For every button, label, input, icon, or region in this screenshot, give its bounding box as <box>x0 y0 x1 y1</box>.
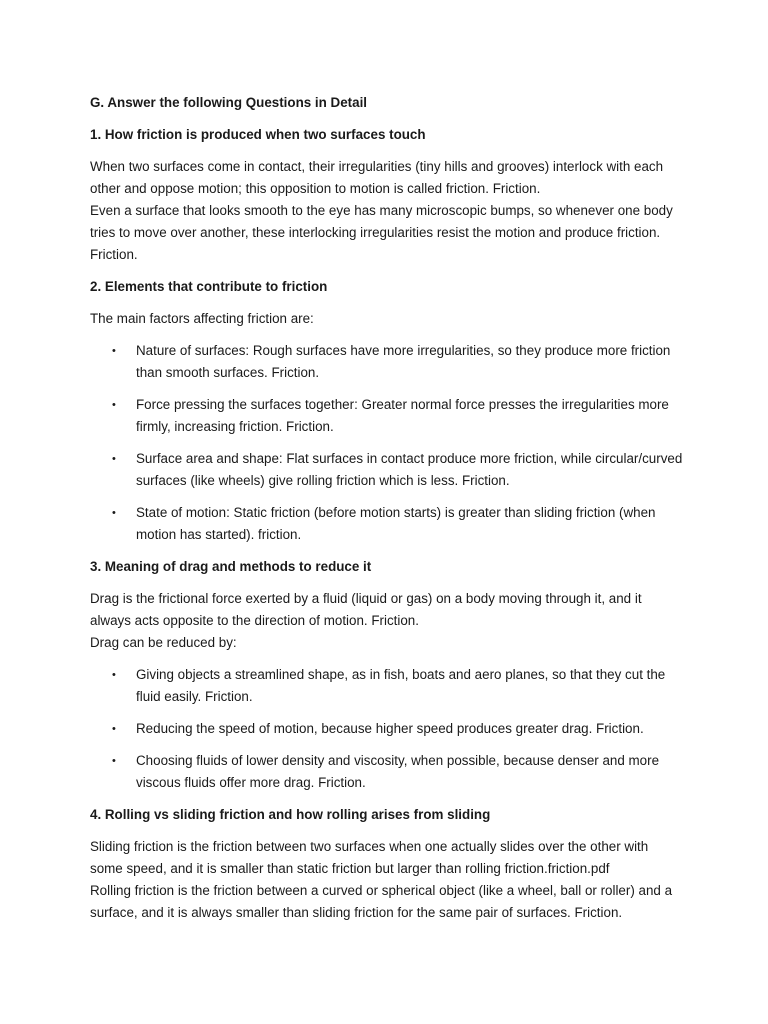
q3-paragraph-2: Drag can be reduced by: <box>90 635 237 650</box>
bullet-icon: • <box>112 453 116 465</box>
list-item: • Choosing fluids of lower density and viscosity, when possible, because denser and more viscous fluids offer more drag. Friction. <box>90 750 684 794</box>
bullet-icon: • <box>112 507 116 519</box>
list-item: • Force pressing the surfaces together: Greater normal force presses the irregularities more firmly, increasing friction. Friction. <box>90 394 684 438</box>
question-2-title: 2. Elements that contribute to friction <box>90 279 328 294</box>
question-3-title: 3. Meaning of drag and methods to reduce it <box>90 559 372 574</box>
question-3-answer <box>90 588 684 654</box>
list-item: • State of motion: Static friction (before motion starts) is greater than sliding friction (when motion has started). friction. <box>90 502 684 546</box>
list-item: • Giving objects a streamlined shape, as in fish, boats and aero planes, so that they cut the fluid easily. Friction. <box>90 664 684 708</box>
question-4-answer <box>90 836 684 924</box>
q1-paragraph-1: When two surfaces come in contact, their irregularities (tiny hills and grooves) interlock with each other and oppose motion; this opposition to motion is called friction. Friction. <box>90 159 664 196</box>
q4-paragraph-1: Sliding friction is the friction between two surfaces when one actually slides over the other with some speed, and it is smaller than static friction but larger than rolling friction.friction.pdf <box>90 839 649 876</box>
bullet-icon: • <box>112 669 116 681</box>
bullet-icon: • <box>112 399 116 411</box>
q1-paragraph-2: Even a surface that looks smooth to the eye has many microscopic bumps, so whenever one body tries to move over another, these interlocking irregularities resist the motion and produce friction. Friction. <box>90 203 673 262</box>
question-1-answer <box>90 156 684 266</box>
list-item: • Reducing the speed of motion, because higher speed produces greater drag. Friction. <box>90 718 684 740</box>
bullet-icon: • <box>112 345 116 357</box>
q3-method-list <box>90 664 684 794</box>
question-1-title: 1. How friction is produced when two surfaces touch <box>90 127 426 142</box>
q3-paragraph-1: Drag is the frictional force exerted by a fluid (liquid or gas) on a body moving through it, and it always acts opposite to the direction of motion. Friction. <box>90 591 642 628</box>
bullet-icon: • <box>112 723 116 735</box>
list-item: • Nature of surfaces: Rough surfaces have more irregularities, so they produce more friction than smooth surfaces. Friction. <box>90 340 684 384</box>
q2-intro: The main factors affecting friction are: <box>90 311 314 326</box>
q4-paragraph-2: Rolling friction is the friction between a curved or spherical object (like a wheel, ball or roller) and a surface, and it is always smaller than sliding friction for the same pair of surfaces. Friction. <box>90 883 673 920</box>
section-heading: G. Answer the following Questions in Detail <box>90 95 368 110</box>
q2-factor-list <box>90 340 684 546</box>
list-item: • Surface area and shape: Flat surfaces in contact produce more friction, while circular/curved surfaces (like wheels) give rolling friction which is less. Friction. <box>90 448 684 492</box>
question-4-title: 4. Rolling vs sliding friction and how rolling arises from sliding <box>90 807 491 822</box>
bullet-icon: • <box>112 755 116 767</box>
